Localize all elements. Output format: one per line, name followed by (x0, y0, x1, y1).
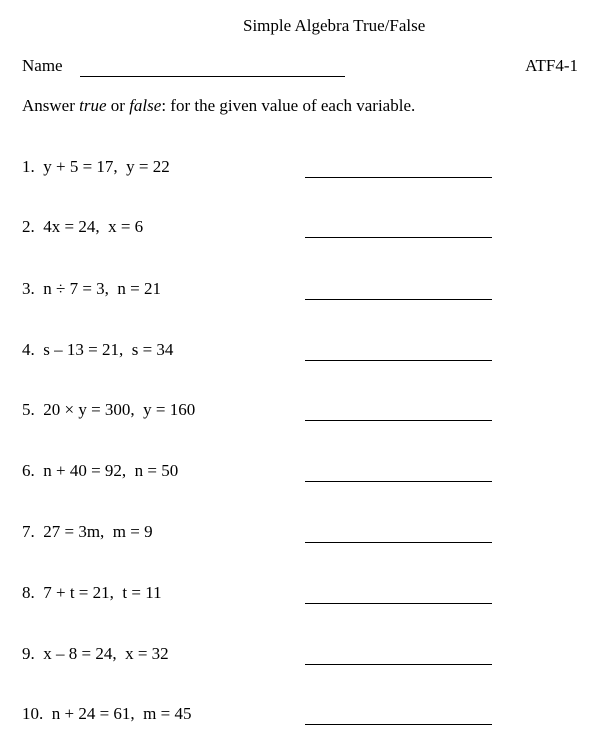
answer-line (305, 603, 492, 604)
problem-text: 1. y + 5 = 17, y = 22 (22, 157, 170, 176)
worksheet-title: Simple Algebra True/False (243, 16, 426, 35)
answer-line (305, 664, 492, 665)
instructions-true-word: true (79, 96, 107, 115)
problem-text: 3. n ÷ 7 = 3, n = 21 (22, 279, 162, 298)
problem-row (22, 400, 492, 424)
problem-row (22, 704, 492, 728)
instructions-prefix: Answer (22, 96, 80, 115)
problem-row (22, 279, 492, 303)
problem-row (22, 217, 492, 241)
answer-line (305, 420, 492, 421)
problem-row (22, 644, 492, 668)
answer-line (305, 177, 492, 178)
problem-text: 2. 4x = 24, x = 6 (22, 217, 144, 236)
problem-row (22, 583, 492, 607)
name-field-line (80, 76, 345, 77)
answer-line (305, 724, 492, 725)
problem-text: 4. s – 13 = 21, s = 34 (22, 340, 174, 359)
name-row (22, 56, 578, 80)
answer-line (305, 237, 492, 238)
problem-text: 7. 27 = 3m, m = 9 (22, 522, 153, 541)
name-label: Name (22, 56, 63, 75)
problem-text: 8. 7 + t = 21, t = 11 (22, 583, 162, 602)
answer-line (305, 542, 492, 543)
answer-line (305, 299, 492, 300)
instructions-suffix: : for the given value of each variable. (161, 96, 416, 115)
problem-row (22, 157, 492, 181)
problem-row (22, 522, 492, 546)
instructions-false-word: false (129, 96, 162, 115)
problem-text: 10. n + 24 = 61, m = 45 (22, 704, 192, 723)
problem-row (22, 340, 492, 364)
problem-text: 9. x – 8 = 24, x = 32 (22, 644, 169, 663)
answer-line (305, 481, 492, 482)
problem-text: 6. n + 40 = 92, n = 50 (22, 461, 179, 480)
instructions (22, 96, 422, 116)
worksheet-code: ATF4-1 (525, 56, 578, 75)
answer-line (305, 360, 492, 361)
problem-row (22, 461, 492, 485)
problem-text: 5. 20 × y = 300, y = 160 (22, 400, 196, 419)
instructions-or-word: or (106, 96, 130, 115)
